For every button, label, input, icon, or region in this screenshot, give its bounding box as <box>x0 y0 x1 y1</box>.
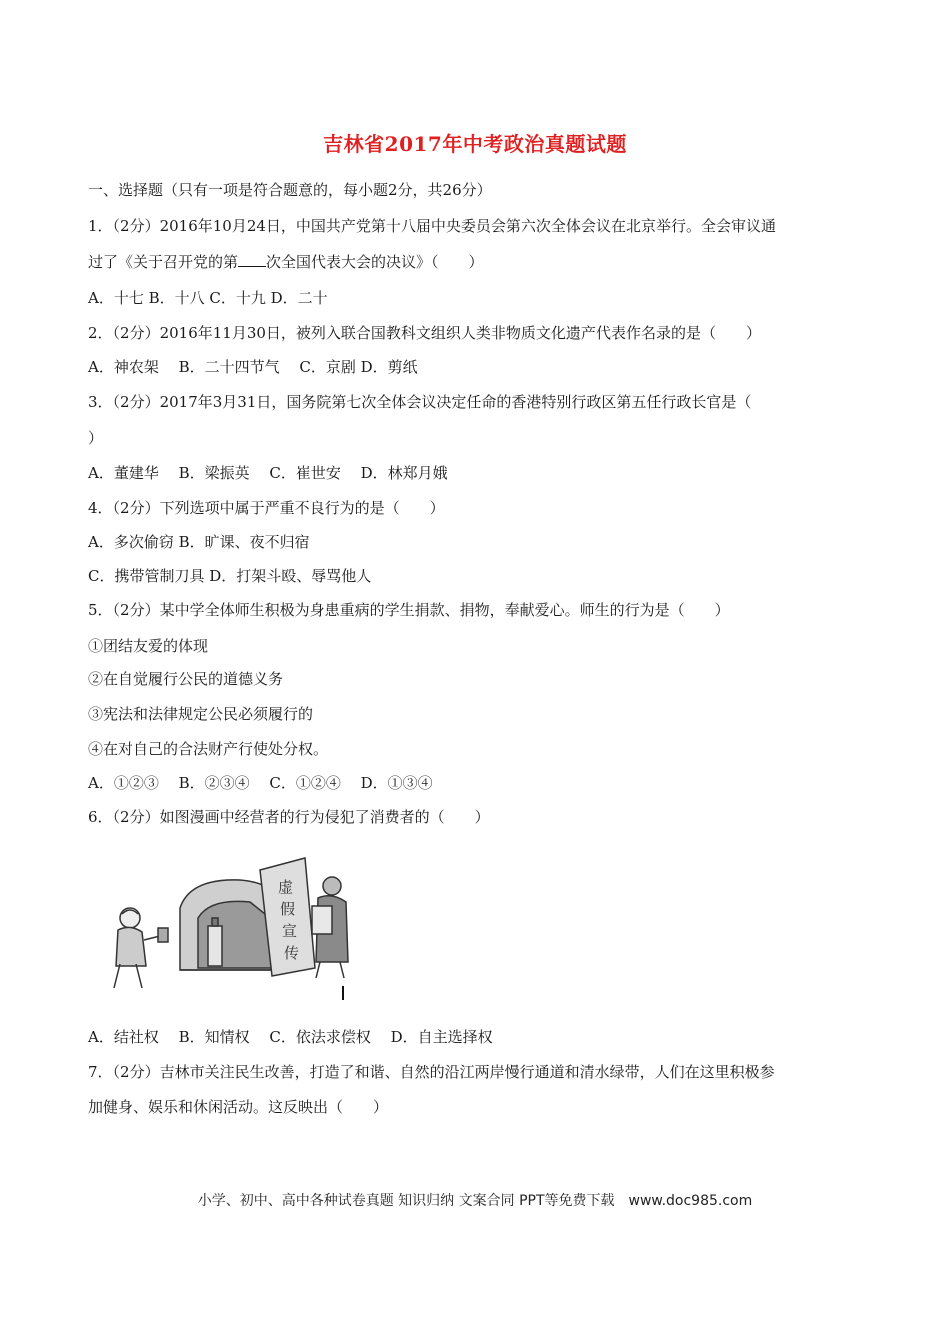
question-1-line-1: 1．（2分）2016年10月24日，中国共产党第十八届中央委员会第六次全体会议在北京举行。全会审议通 <box>88 217 776 235</box>
sign-char-2: 假 <box>280 900 296 918</box>
question-5-item-2: ②在自觉履行公民的道德义务 <box>88 670 284 688</box>
question-3-line-2: ） <box>88 429 104 447</box>
question-6-options: A．结社权 B．知情权 C．依法求偿权 D．自主选择权 <box>88 1028 493 1046</box>
question-1-text-b: 次全国代表大会的决议》（ ） <box>266 253 484 271</box>
question-3-options: A．董建华 B．梁振英 C．崔世安 D．林郑月娥 <box>88 464 448 482</box>
page-title: 吉林省2017年中考政治真题试题 <box>323 132 627 156</box>
merchant-figure <box>312 877 348 978</box>
page-footer: 小学、初中、高中各种试卷真题 知识归纳 文案合同 PPT等免费下载 www.doc985.com <box>197 1193 753 1209</box>
consumer-figure <box>114 908 168 988</box>
question-5-item-1: ①团结友爱的体现 <box>88 637 209 655</box>
question-5-item-4: ④在对自己的合法财产行使处分权。 <box>88 740 329 758</box>
question-1-options: A．十七 B．十八 C．十九 D．二十 <box>88 289 328 307</box>
question-7-line-1: 7．（2分）吉林市关注民生改善，打造了和谐、自然的沿江两岸慢行通道和清水绿带，人们在这里积极参 <box>88 1063 775 1081</box>
sign-char-3: 宣 <box>282 922 298 940</box>
question-1-text-a: 过了《关于召开党的第 <box>88 253 239 271</box>
sign-char-1: 虚 <box>278 878 294 896</box>
question-4-options-1: A．多次偷窃 B．旷课、夜不归宿 <box>88 533 310 551</box>
cartoon-illustration <box>100 848 360 1003</box>
question-5-line-1: 5．（2分）某中学全体师生积极为身患重病的学生捐款、捐物，奉献爱心。师生的行为是（ ） <box>88 601 730 619</box>
question-2-options: A．神农架 B．二十四节气 C．京剧 D．剪纸 <box>88 358 418 376</box>
fill-in-blank <box>238 252 266 267</box>
question-3-line-1: 3．（2分）2017年3月31日，国务院第七次全体会议决定任命的香港特别行政区第五任行政长官是（ <box>88 393 752 411</box>
question-5-options: A．①②③ B．②③④ C．①②④ D．①③④ <box>88 774 433 792</box>
question-2-line-1: 2．（2分）2016年11月30日，被列入联合国教科文组织人类非物质文化遗产代表作名录的是（ ） <box>88 324 761 342</box>
section-heading: 一、选择题（只有一项是符合题意的，每小题2分，共26分） <box>88 181 492 199</box>
question-4-options-2: C．携带管制刀具 D．打架斗殴、辱骂他人 <box>88 567 372 585</box>
question-5-item-3: ③宪法和法律规定公民必须履行的 <box>88 705 314 723</box>
sign-char-4: 传 <box>284 944 300 962</box>
question-1-line-2 <box>88 252 878 272</box>
question-7-line-2: 加健身、娱乐和休闲活动。这反映出（ ） <box>88 1098 389 1116</box>
question-6-line-1: 6．（2分）如图漫画中经营者的行为侵犯了消费者的（ ） <box>88 808 490 826</box>
question-4-line-1: 4．（2分）下列选项中属于严重不良行为的是（ ） <box>88 499 445 517</box>
